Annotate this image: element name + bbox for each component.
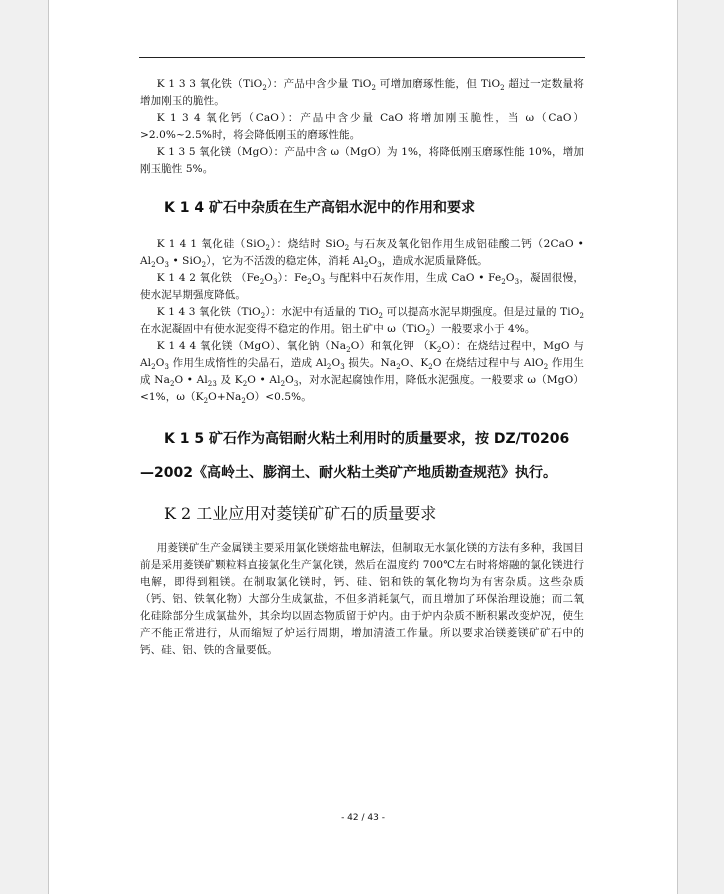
subscript: 2 (280, 380, 286, 389)
subscript: 23 (207, 380, 217, 389)
para-k143: K 1 4 3 氧化铁（TiO$_2$）：水泥中有适量的 TiO$_2$ 可以提高水泥早期强度。但是过量的 TiO$_2$ 在水泥凝固中有使水泥变得不稳定的作用。铝土矿中 ω（TiO$_2$）一般要求小于 4%。 (140, 306, 584, 338)
subscript: 2 (260, 312, 266, 321)
subscript: 3 (514, 278, 520, 287)
subscript: 3 (320, 278, 326, 287)
subscript: 3 (377, 261, 382, 270)
subscript: 2 (378, 312, 384, 321)
subscript: 2 (344, 244, 350, 253)
subscript: 2 (500, 84, 505, 93)
heading-k15-line2: —2002《高岭土、膨润土、耐火粘土类矿产地质勘查规范》执行。 (140, 465, 557, 481)
subscript: 2 (326, 363, 332, 372)
para-k2: 用菱镁矿生产金属镁主要采用氯化镁熔盐电解法，但制取无水氯化镁的方法有多种，我国目前是采用菱镁矿颗粒料直接氯化生产氯化镁，然后在温度约 700℃左右时将熔融的氯化镁进行电解，即得到粗镁。在制取氯化镁时，钙、硅、铝和铁的氧化物均为有害杂质。这些杂质 （钙、铝、铁氧化物）大部分生成氯盐，不但多消耗氯气，而且增加了环保治理设施；而二氧化硅除部分生成氯盐外，其余均以固态物质留于炉内。由于炉内杂质不断积累改变炉况，使生产不能正常进行，从而缩短了炉运行周期，增加清渣工作量。所以要求冶镁菱镁矿矿石中的钙、硅、铝、铁的含量要低。 (140, 542, 584, 656)
para-k144: K 1 4 4 氧化镁（MgO）、氧化钠$(Na_2O)$和氧化钾 $(K_2O)$：在烧结过程中，MgO 与 $Al_2O_3$ 作用生成惰性的尖晶石，造成 $Al_2O_3$ 损失。$Na_2O$、$K_2O$ 在烧结过程中与 AlO$_2$ 作用生成 $Na_2O$ • $Al_{23}$ 及 $K_2O$ • $Al_2O_3$，对水泥起腐蚀作用，降低水泥强度。一般要求 ω（MgO）<1%，$\omega(K_2O+Na_2O)<0.5\%$。 (140, 340, 585, 406)
subscript: 2 (543, 363, 549, 372)
heading-k15-line1: K 1 5 矿石作为高铝耐火粘土利用时的质量要求，按 DZ/T0206 (164, 431, 570, 447)
subscript: 2 (169, 380, 175, 389)
subscript: 3 (293, 380, 299, 389)
subscript: 3 (164, 363, 169, 372)
subscript: 2 (241, 397, 246, 406)
subscript: 2 (428, 363, 433, 372)
subscript: 2 (436, 346, 442, 355)
para-k142: K 1 4 2 氧化铁 $(Fe_2O_3)$：$Fe_2O_3$ 与配料中石灰作用，生成 CaO • $Fe_2O_3$，凝固很慢，使水泥早期强度降低。 (140, 272, 584, 301)
para-k135: K 1 3 5 氧化镁（MgO）：产品中含 ω（MgO）为 1%，将降低刚玉磨琢性能 10%，增加刚玉脆性 5%。 (140, 146, 584, 175)
subscript: 2 (396, 363, 401, 372)
para-k141: K 1 4 1 氧化硅（SiO$_2$）：烧结时 SiO$_2$ 与石灰及氧化铝作用生成铝硅酸二钙（2CaO • $Al_2O_3$ • SiO$_2$），它为不活泼的稳定体，消耗 $Al_2O_3$，造成水泥质量降低。 (140, 238, 584, 270)
para-k133: K 1 3 3 氧化铁（TiO$_2$）：产品中含少量 TiO$_2$ 可增加磨琢性能，但 TiO$_2$ 超过一定数量将增加刚玉的脆性。 (140, 78, 584, 107)
subscript: 2 (265, 244, 270, 253)
subscript: 3 (340, 363, 345, 372)
page-number: - 42 / 43 - (341, 813, 385, 823)
document-body (140, 76, 584, 659)
subscript: 2 (346, 346, 351, 355)
subscript: 2 (262, 84, 267, 93)
subscript: 2 (151, 363, 156, 372)
subscript: 2 (259, 278, 265, 287)
subscript: 2 (425, 329, 431, 338)
subscript: 2 (242, 380, 248, 389)
document-page (48, 0, 678, 894)
header-rule (139, 57, 585, 58)
subscript: 2 (363, 261, 369, 270)
subscript: 2 (579, 312, 584, 321)
subscript: 2 (501, 278, 506, 287)
heading-k14: K 1 4 矿石中杂质在生产高铝水泥中的作用和要求 (164, 200, 475, 216)
subscript: 2 (371, 84, 377, 93)
subscript: 3 (164, 261, 169, 270)
subscript: 2 (203, 397, 209, 406)
para-k134: K 1 3 4 氧化钙（CaO）：产品中含少量 CaO 将增加刚玉脆性，当 ω（CaO）>2.0%~2.5%时，将会降低刚玉的磨琢性能。 (140, 112, 584, 141)
subscript: 2 (201, 261, 207, 270)
subscript: 2 (151, 261, 156, 270)
heading-k2: K 2 工业应用对菱镁矿矿石的质量要求 (164, 504, 437, 523)
subscript: 2 (307, 278, 312, 287)
subscript: 3 (273, 278, 278, 287)
